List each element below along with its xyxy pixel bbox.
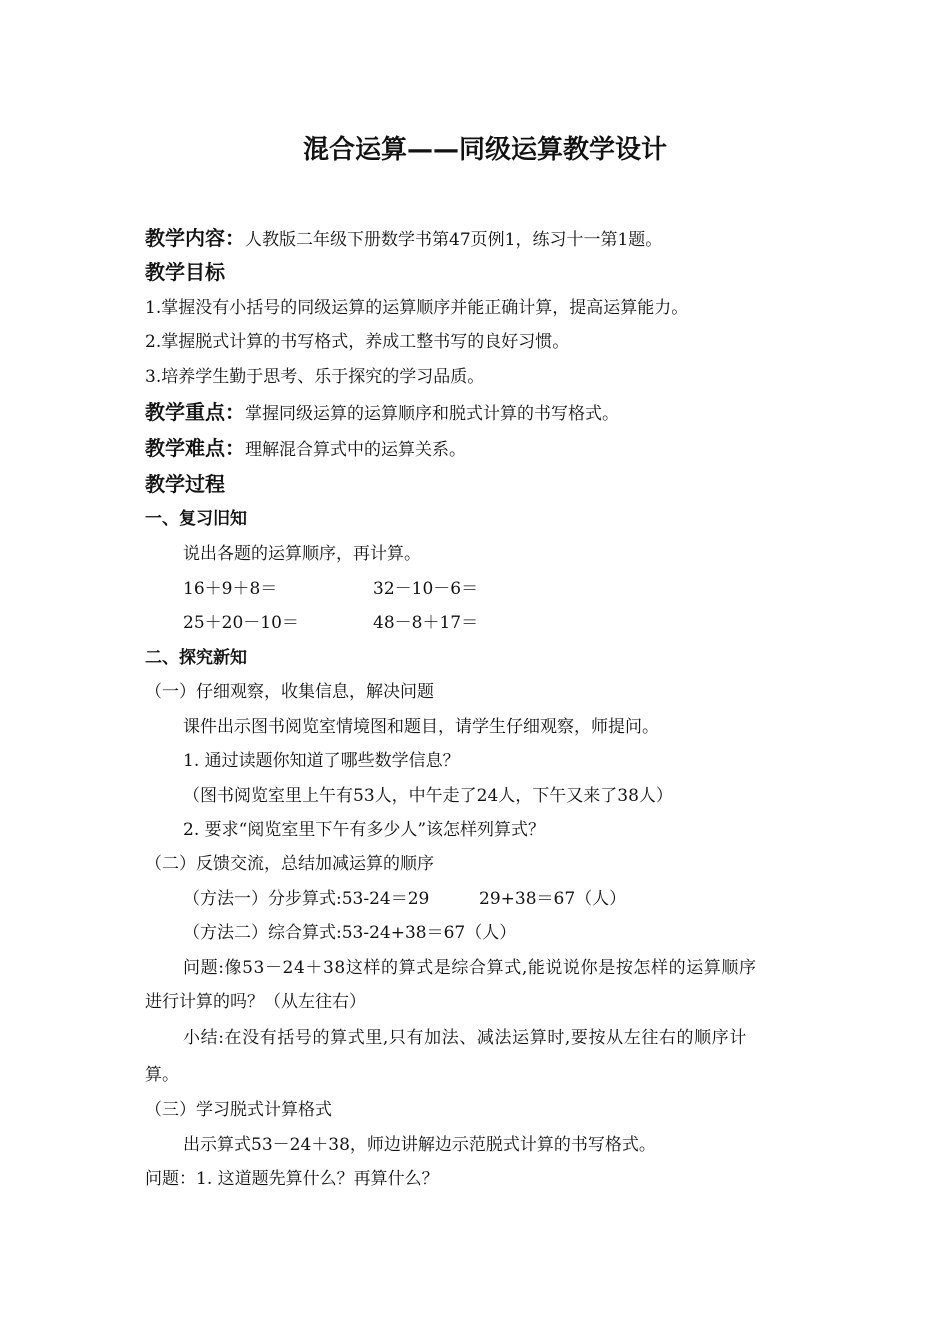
- goal-item-3: 3.培养学生勤于思考、乐于探究的学习品质。: [145, 367, 485, 387]
- part-1-heading: （一）仔细观察，收集信息，解决问题: [145, 682, 434, 702]
- goals-heading: 教学目标: [145, 260, 225, 284]
- last-question: 问题：1. 这道题先算什么？再算什么？: [145, 1169, 439, 1189]
- method-1: （方法一）分步算式:53-24＝29: [183, 889, 430, 909]
- key-label: 教学重点：: [145, 400, 245, 424]
- question-1: 1. 通过读题你知道了哪些数学信息？: [183, 751, 460, 771]
- part-3-heading: （三）学习脱式计算格式: [145, 1100, 332, 1120]
- question-2: 2. 要求“阅览室里下午有多少人”该怎样列算式？: [183, 820, 546, 840]
- summary-line-1: 小结:在没有括号的算式里,只有加法、减法运算时,要按从左往右的顺序计: [183, 1028, 747, 1048]
- goal-item-2: 2.掌握脱式计算的书写格式，养成工整书写的良好习惯。: [145, 332, 570, 352]
- question-line-2: 进行计算的吗？（从左往右）: [145, 992, 366, 1012]
- method-2: （方法二）综合算式:53-24+38＝67（人）: [183, 923, 517, 943]
- content-label: 教学内容：: [145, 226, 245, 250]
- part-2-heading: （二）反馈交流，总结加减运算的顺序: [145, 854, 434, 874]
- section-1-heading: 一、复习旧知: [145, 509, 247, 529]
- part-1-intro: 课件出示图书阅览室情境图和题目，请学生仔细观察，师提问。: [183, 717, 659, 737]
- review-instruction: 说出各题的运算顺序，再计算。: [183, 544, 421, 564]
- content-text: 人教版二年级下册数学书第47页例1，练习十一第1题。: [245, 230, 663, 250]
- difficulty-text: 理解混合算式中的运算关系。: [245, 440, 466, 460]
- difficulty-row: [145, 436, 466, 461]
- key-text: 掌握同级运算的运算顺序和脱式计算的书写格式。: [245, 404, 619, 424]
- difficulty-label: 教学难点：: [145, 436, 245, 460]
- question-line-1: 问题:像53－24＋38这样的算式是综合算式,能说说你是按怎样的运算顺序: [183, 958, 757, 978]
- goal-item-1: 1.掌握没有小括号的同级运算的运算顺序并能正确计算，提高运算能力。: [145, 298, 689, 318]
- summary-line-2: 算。: [145, 1065, 179, 1085]
- content-row: [145, 226, 662, 251]
- page-title: 混合运算——同级运算教学设计: [303, 135, 668, 165]
- section-2-heading: 二、探究新知: [145, 648, 247, 668]
- process-heading: 教学过程: [145, 472, 225, 496]
- review-exercise: 48－8＋17＝: [373, 613, 479, 633]
- question-1-answer: （图书阅览室里上午有53人，中午走了24人，下午又来了38人）: [183, 786, 673, 806]
- review-exercise: 32－10－6＝: [373, 579, 479, 599]
- review-exercise: 25＋20－10＝: [183, 613, 299, 633]
- method-1-step-2: 29+38＝67（人）: [479, 889, 627, 909]
- part-3-intro: 出示算式53－24＋38，师边讲解边示范脱式计算的书写格式。: [183, 1135, 656, 1155]
- review-exercise: 16＋9＋8＝: [183, 579, 278, 599]
- key-row: [145, 400, 619, 425]
